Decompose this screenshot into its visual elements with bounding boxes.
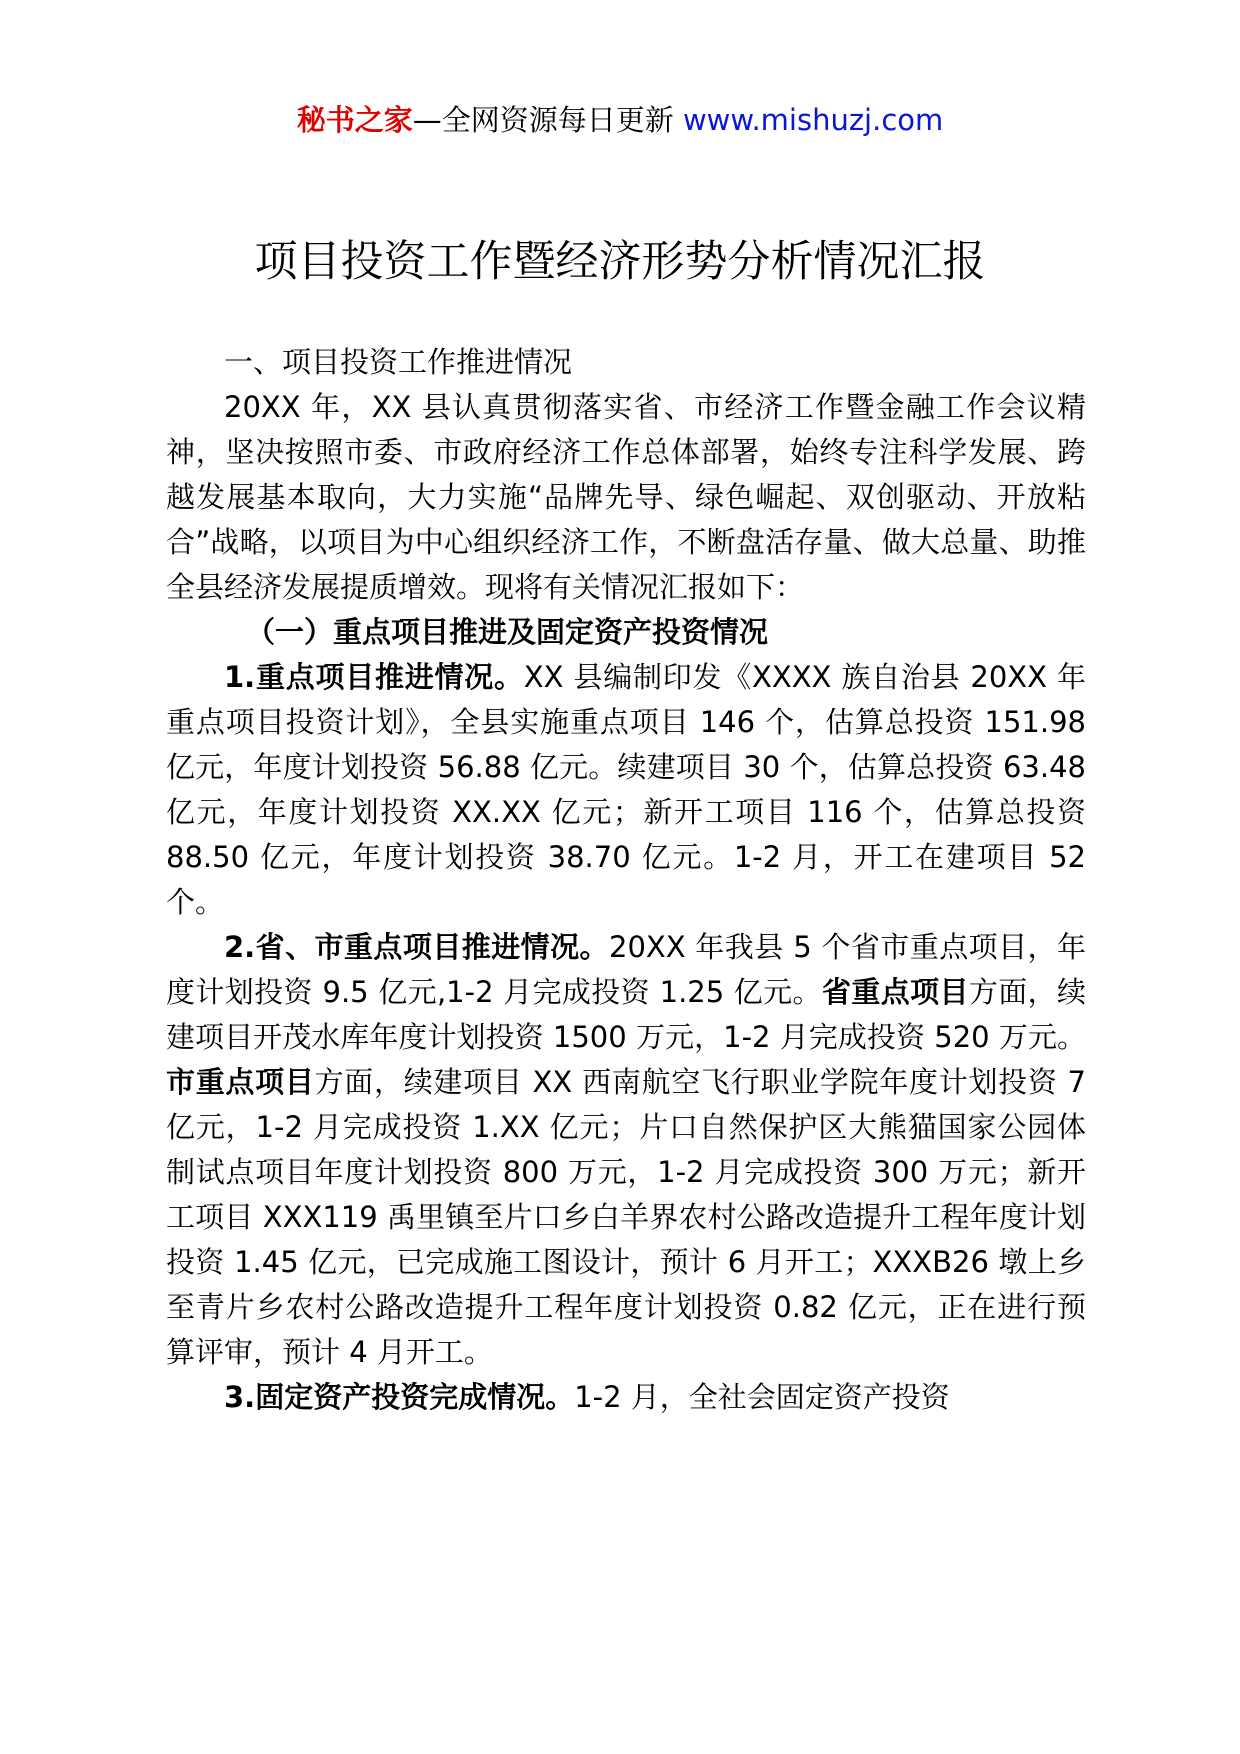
intro-paragraph: 20XX 年，XX 县认真贯彻落实省、市经济工作暨金融工作会议精神，坚决按照市委、市政府经济工作总体部署，始终专注科学发展、跨越发展基本取向，大力实施“品牌先导、绿色崛起、双创驱动、开放粘合”战略，以项目为中心组织经济工作，不断盘活存量、做大总量、助推全县经济发展提质增效。现将有关情况汇报如下： (166, 390, 1086, 604)
paragraph-lead: 1.重点项目推进情况。 (224, 660, 524, 694)
site-header (0, 100, 1240, 140)
header-dash: — (412, 103, 442, 137)
paragraph-lead: 3.固定资产投资完成情况。 (224, 1380, 575, 1414)
paragraph-text: 20XX 年我县 5 个省市重点项目，年度计划投资 9.5 亿元,1-2 月完成投资 1.25 亿元。 (166, 930, 1086, 1009)
inline-bold-municipal: 市重点项目 (166, 1065, 315, 1099)
paragraph-text: 方面，续建项目开茂水库年度计划投资 1500 万元，1-2 月完成投资 520 万元。 (166, 975, 1086, 1054)
section-heading: 一、项目投资工作推进情况 (224, 345, 573, 379)
subsection-heading: （一）重点项目推进及固定资产投资情况 (246, 615, 769, 649)
paragraph-text: 1-2 月，全社会固定资产投资 (574, 1380, 950, 1414)
paragraph-fixed-assets (166, 1375, 1086, 1420)
document-title: 项目投资工作暨经济形势分析情况汇报 (254, 237, 986, 287)
site-slogan: 全网资源每日更新 (441, 103, 674, 137)
document-body (166, 340, 1086, 1420)
paragraph-text: XX 县编制印发《XXXX 族自治县 20XX 年重点项目投资计划》，全县实施重点项目 146 个，估算总投资 151.98 亿元，年度计划投资 56.88 亿元。续建项目 30 个，估算总投资 63.48 亿元，年度计划投资 XX.XX 亿元；新开工项目 116 个，估算总投资 88.50 亿元，年度计划投资 38.70 亿元。1-2 月，开工在建项目 52 个。 (166, 660, 1086, 919)
inline-bold-provincial: 省重点项目 (821, 975, 969, 1009)
site-brand: 秘书之家 (296, 103, 413, 137)
paragraph-text: 方面，续建项目 XX 西南航空飞行职业学院年度计划投资 7 亿元，1-2 月完成投资 1.XX 亿元；片口自然保护区大熊猫国家公园体制试点项目年度计划投资 800 万元，1-2 月完成投资 300 万元；新开工项目 XXX119 禹里镇至片口乡白羊界农村公路改造提升工程年度计划投资 1.45 亿元，已完成施工图设计，预计 6 月开工；XXXB26 墩上乡至青片乡农村公路改造提升工程年度计划投资 0.82 亿元，正在进行预算评审，预计 4 月开工。 (166, 1065, 1086, 1369)
paragraph-key-projects (166, 655, 1086, 925)
paragraph-provincial-projects (166, 925, 1086, 1375)
paragraph-lead: 2.省、市重点项目推进情况。 (224, 930, 609, 964)
site-url-link[interactable]: www.mishuzj.com (682, 103, 944, 137)
